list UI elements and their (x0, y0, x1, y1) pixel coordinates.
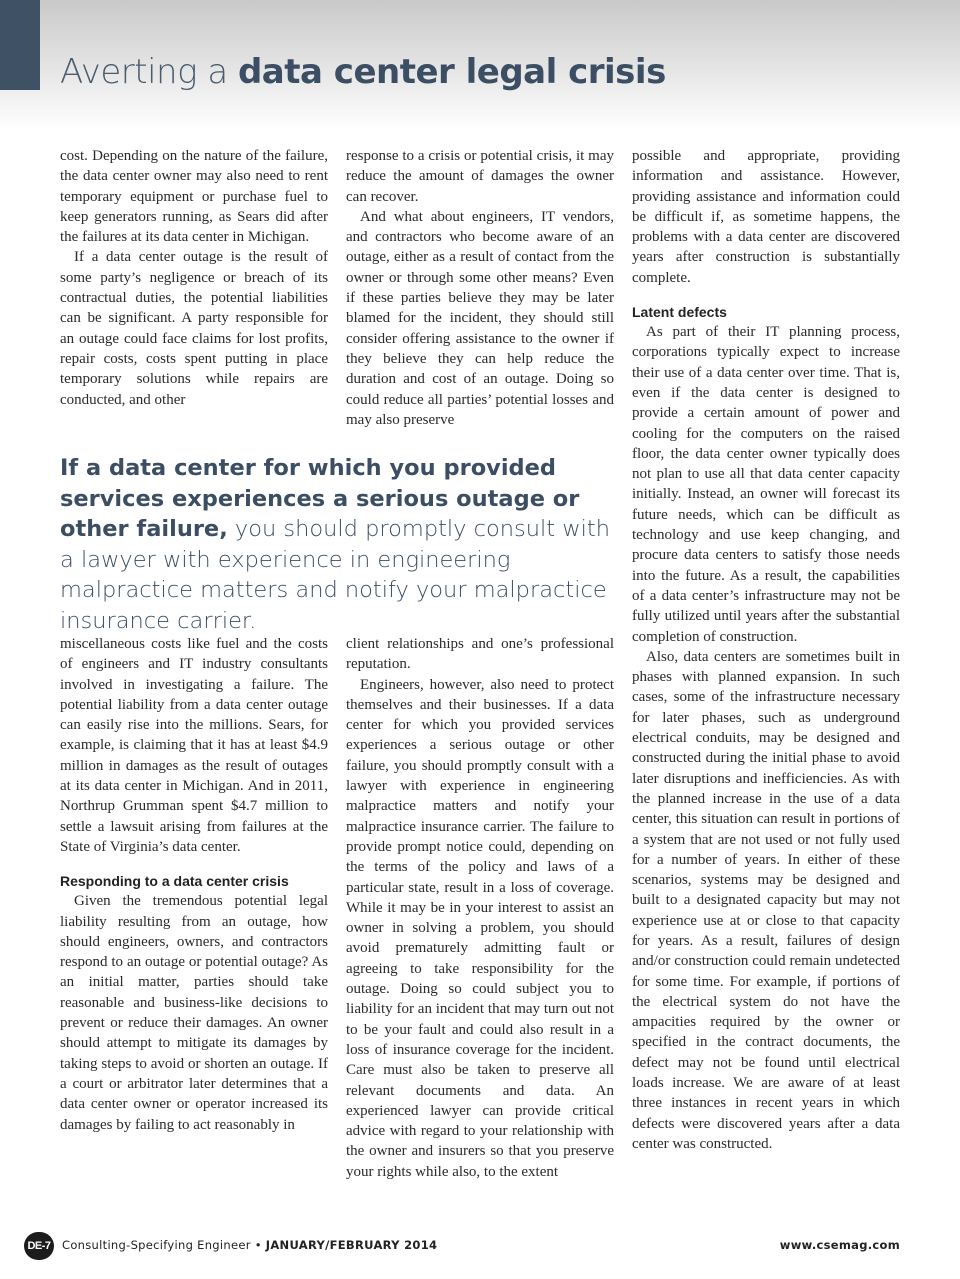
article-title (60, 52, 666, 92)
section-heading-latent-defects: Latent defects (632, 304, 727, 321)
paragraph: cost. Depending on the nature of the failure, the data center owner may also need to rent temporary equipment or purchase fuel to keep generators running, as Sears did after the failures at its data center in Michigan. (60, 148, 328, 246)
paragraph: response to a crisis or potential crisis, it may reduce the amount of damages the owner can recover. (346, 148, 614, 205)
paragraph: As part of their IT planning process, corporations typically expect to increase their use of a data center over time. That is, even if the data center is designed to provide a certain amount of power and cooling for the computers on the raised floor, the data center owner typically does not plan to use all that data center capacity initially. Instead, an owner will forecast its future needs, which can be difficult as technology and use keep changing, and procure data centers to satisfy those needs into the future. As a result, the capabilities of a data center’s infrastructure may not be fully utilized until years after the substantial completion of construction. (632, 324, 900, 645)
issue-date: JANUARY/FEBRUARY 2014 (265, 1238, 438, 1252)
pull-quote (60, 453, 630, 636)
section-heading-responding: Responding to a data center crisis (60, 873, 289, 890)
footer-publication (62, 1238, 437, 1252)
accent-bar (0, 0, 40, 90)
publication-name: Consulting-Specifying Engineer (62, 1238, 251, 1252)
paragraph: Given the tremendous potential legal liability resulting from an outage, how should engineers, owners, and contractors respond to an outage or potential outage? As an initial matter, parties should take reasonable and business-like decisions to prevent or reduce their damages. An owner should attempt to mitigate its damages by taking steps to avoid or shorten an outage. If a court or arbitrator later determines that a data center owner or operator increased its damages by failing to act reasonably in (60, 893, 328, 1133)
bottom-column-1 (60, 634, 328, 1135)
pull-quote-light: you should promptly consult with a lawyer with experience in engineering malpractice matters and notify your malpractice insurance carrier. (60, 516, 610, 634)
bottom-column-2 (346, 634, 614, 1182)
paragraph: possible and appropriate, providing information and assistance. However, providing assistance and information could be difficult if, as sometime happens, the problems with a data center are discovered years after construction is substantially complete. (632, 148, 900, 286)
top-column-1 (60, 146, 328, 410)
page-footer (0, 1228, 960, 1262)
page-number-badge: DE-7 (24, 1232, 54, 1260)
paragraph: client relationships and one’s professional reputation. (346, 636, 614, 673)
right-column (632, 146, 900, 1154)
top-column-2 (346, 146, 614, 430)
footer-separator: • (250, 1238, 266, 1252)
pull-quote-bold: If a data center for which you provided services experiences a serious outage or other failure, (60, 455, 580, 542)
paragraph: If a data center outage is the result of some party’s negligence or breach of its contractual duties, the potential liabilities can be significant. A party responsible for an outage could face claims for lost profits, repair costs, costs spent putting in place temporary solutions while repairs are conducted, and other (60, 249, 328, 408)
paragraph: Engineers, however, also need to protect themselves and their businesses. If a data center for which you provided services experiences a serious outage or other failure, you should promptly consult with a lawyer with experience in engineering malpractice matters and notify your malpractice insurance carrier. The failure to provide prompt notice could, depending on the terms of the policy and laws of a particular state, result in a loss of coverage. While it may be in your interest to assist an owner in solving a problem, you should avoid prematurely admitting fault or agreeing to take responsibility for the outage. Doing so could subject you to liability for an incident that may turn out not to be your fault and could also result in a loss of insurance coverage for the incident. Care must also be taken to preserve all relevant documents and data. An experienced lawyer can provide critical advice with regard to your relationship with the owner and insurers so that you preserve your rights while also, to the extent (346, 676, 614, 1180)
title-light: Averting a (60, 52, 228, 92)
title-bold: data center legal crisis (237, 52, 666, 92)
website-link[interactable]: www.csemag.com (779, 1238, 900, 1252)
paragraph: And what about engineers, IT vendors, and contractors who become aware of an outage, either as a result of contact from the owner or through some other means? Even if these parties believe they may be later blamed for the incident, they should still consider offering assistance to the owner if they believe they can help reduce the duration and cost of an outage. Doing so could reduce all parties’ potential losses and may also preserve (346, 208, 614, 428)
paragraph: miscellaneous costs like fuel and the costs of engineers and IT industry consultants involved in investigating a failure. The potential liability from a data center outage can easily rise into the millions. Sears, for example, is claiming that it has at least $4.9 million in damages as the result of outages at its data center in Michigan. And in 2011, Northrup Grumman spent $4.7 million to settle a lawsuit arising from failures at the State of Virginia’s data center. (60, 636, 328, 855)
paragraph: Also, data centers are sometimes built in phases with planned expansion. In such cases, some of the infrastructure necessary for later phases, such as underground electrical conduits, may be designed and constructed during the initial phase to avoid later disruptions and inefficiencies. As with the planned increase in the use of a data center, this situation can result in portions of a system that are not used or not fully used for a number of years. In either of these scenarios, systems may be designed and built to a designated capacity but may not experience use at or close to that capacity for years. As a result, failures of design and/or construction could remain undetected for some time. For example, if portions of the electrical system do not have the ampacities required by the owner or specified in the contract documents, the defect may not be found until electrical loads increase. We are aware of at least three instances in recent years in which defects were discovered years after a data center was constructed. (632, 648, 900, 1152)
